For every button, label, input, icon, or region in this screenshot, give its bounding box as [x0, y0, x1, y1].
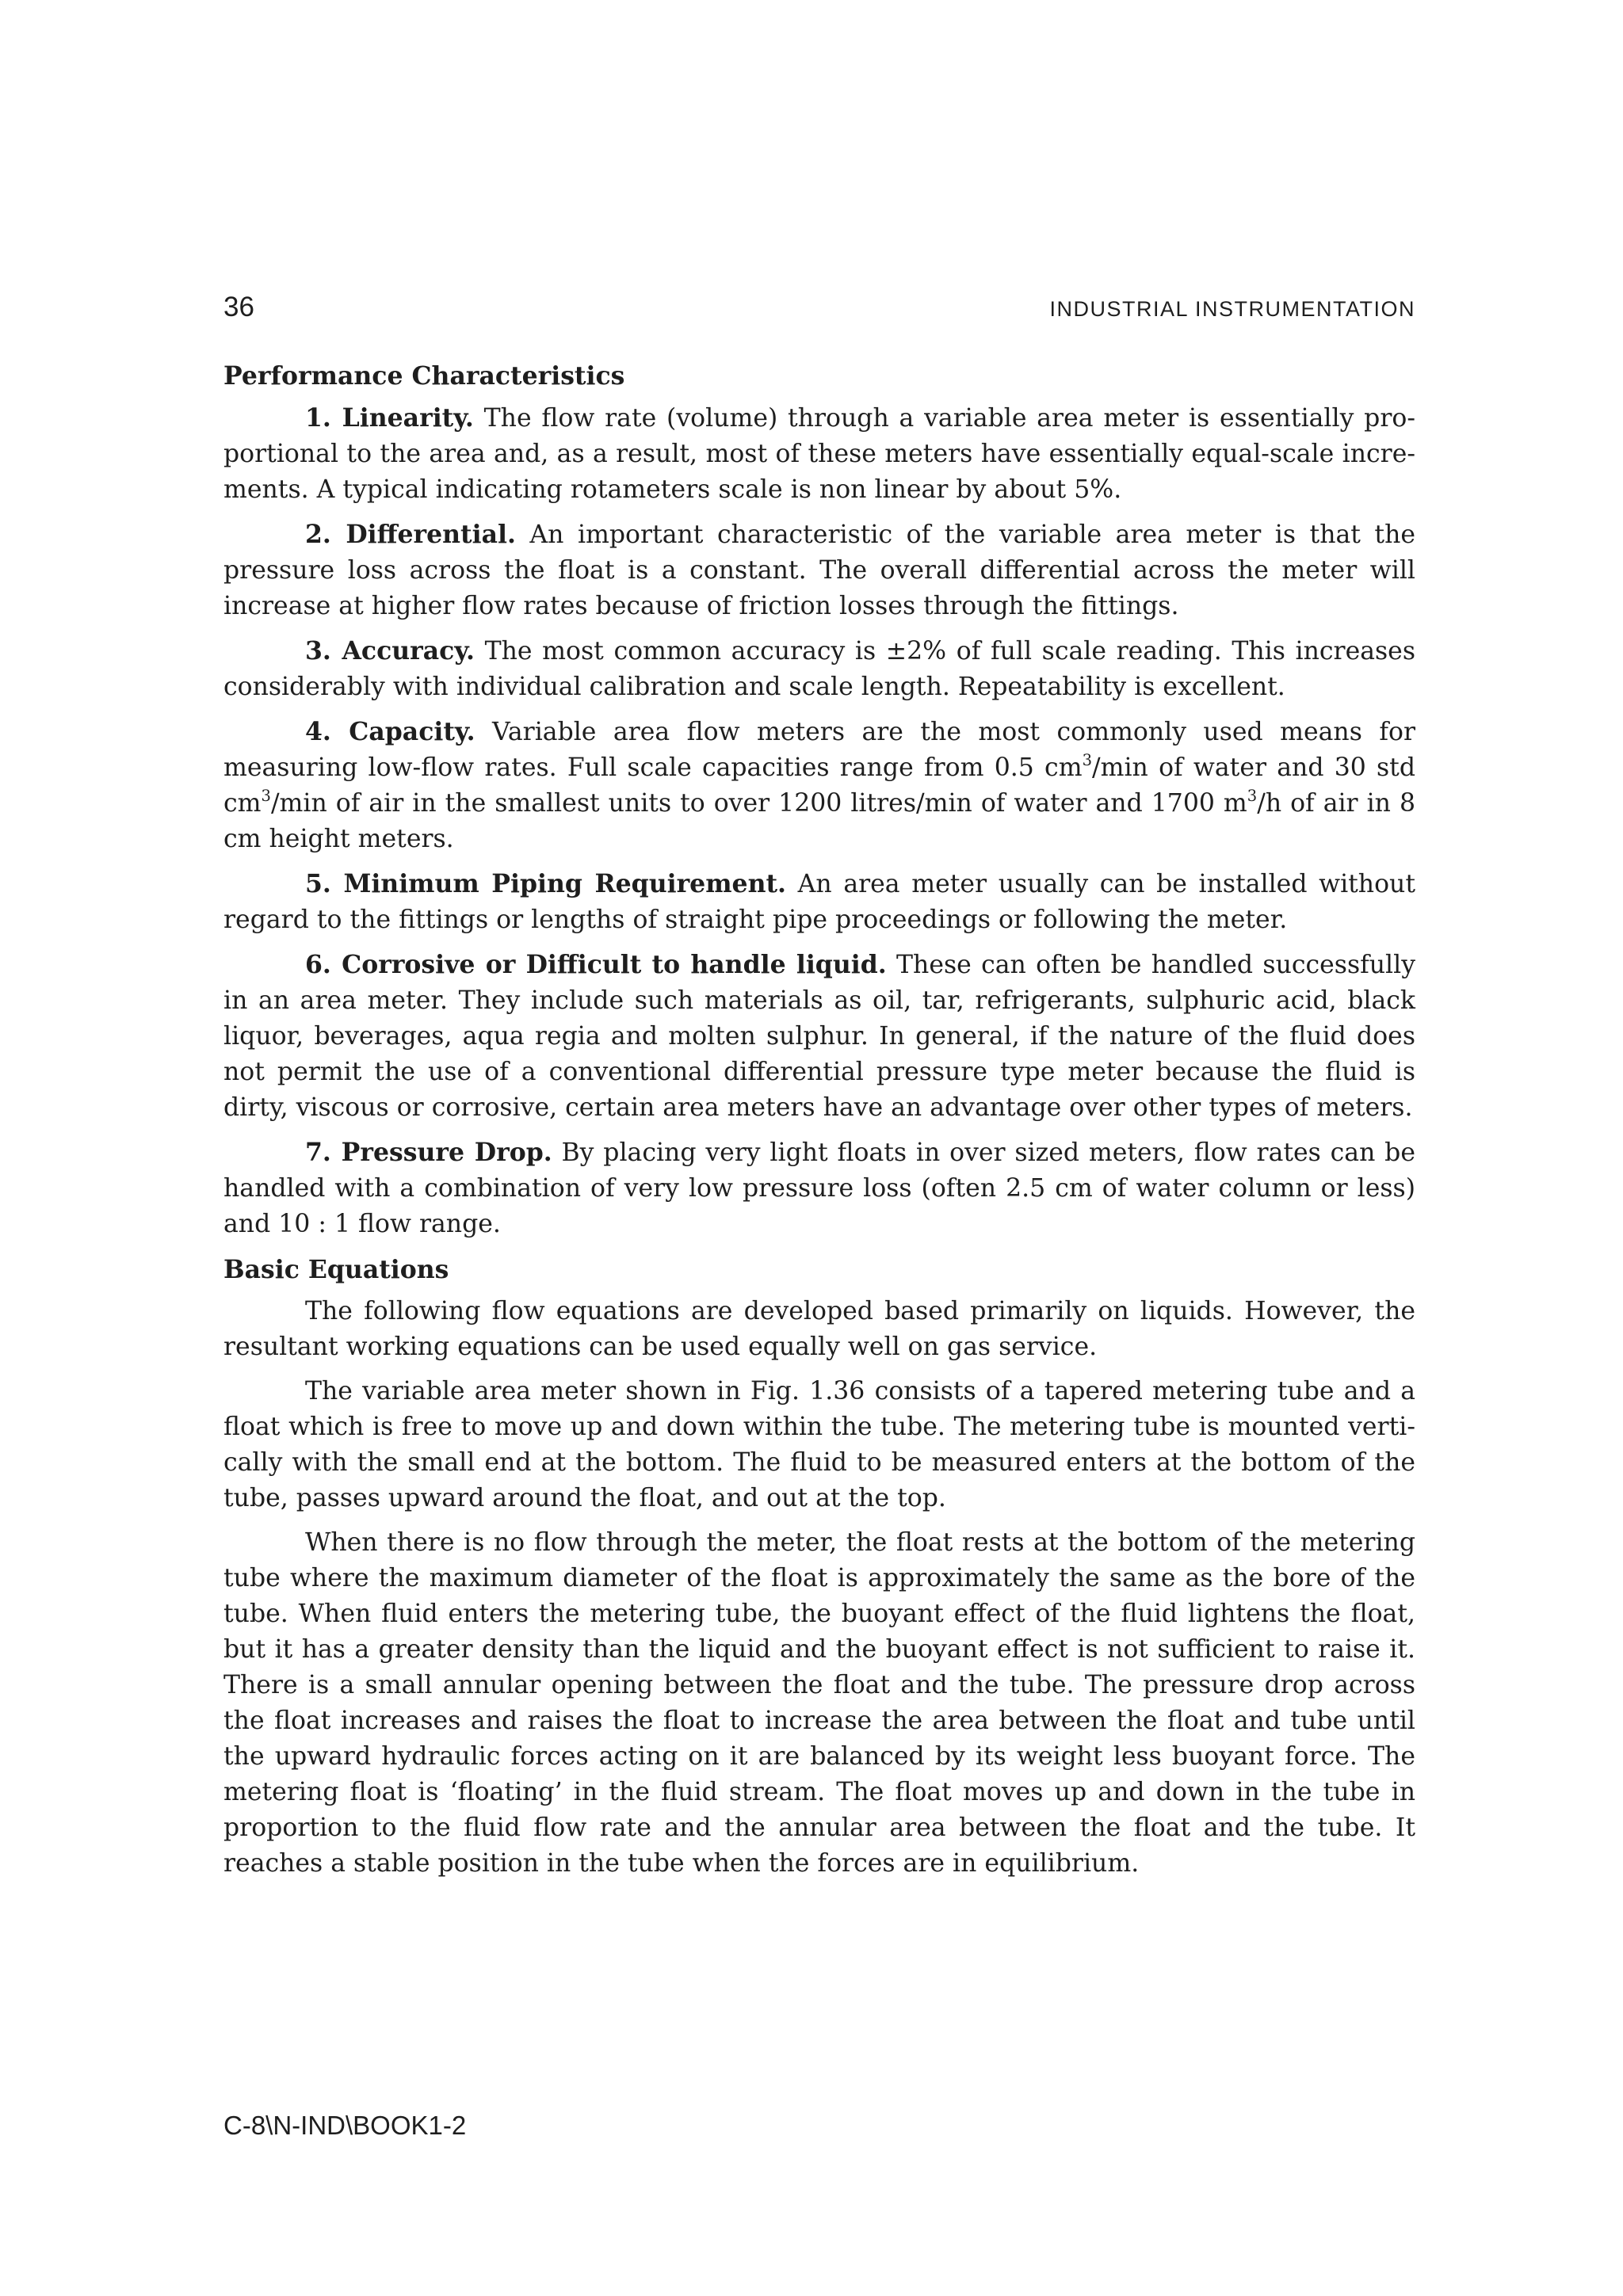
page-number: 36 [223, 292, 254, 322]
section-heading-basic-equations: Basic Equations [223, 1255, 449, 1284]
paragraph-corrosive-liquid [223, 947, 1415, 1126]
item-heading: 6. Corrosive or Difficult to handle liquid. [305, 950, 887, 979]
item-text: The most common accuracy is ±2% of full scale reading. This increases considerably with individual calibration and scale length. Repeatability is excellent. [223, 637, 1415, 701]
paragraph-minimum-piping [223, 866, 1415, 938]
superscript: 3 [1082, 750, 1092, 769]
main-text [223, 358, 1415, 1890]
paragraph-linearity [223, 400, 1415, 508]
superscript: 3 [1247, 786, 1258, 805]
item-text: These can often be handled successfully in an area meter. They include such materials as oil, tar, refrigerants, sulphuric acid, black liquor, beverages, aqua regia and molten sulphur. In general, if the nature of the fluid does not permit the use of a conventional differential pressure type meter because the fluid is dirty, viscous or corrosive, certain area meters have an advantage over other types of meters. [223, 951, 1416, 1122]
superscript: 3 [261, 786, 271, 805]
item-heading: 3. Accuracy. [305, 636, 475, 666]
paragraph-basic-3: When there is no flow through the meter, the float rests at the bottom of the metering tube where the maximum diameter of the float is approximately the same as the bore of the tube. When fluid enters the metering tube, the buoyant effect of the fluid lightens the float, but it has a greater density than the liquid and the buoyant effect is not sufficient to raise it. There is a small annular opening between the float and the tube. The pressure drop across the float increases and raises the float to increase the area between the float and tube until the upward hydraulic forces acting on it are balanced by its weight less buoyant force. The metering float is ‘floating’ in the fluid stream. The float moves up and down in the tube in proportion to the fluid flow rate and the annular area between the float and the tube. It reaches a stable position in the tube when the forces are in equilibrium. [223, 1528, 1415, 1878]
item-text-part: Variable area flow meters are the most commonly used means for measuring low-flow rates. Full scale capacities range from 0.5 cm [223, 718, 1416, 782]
item-text: The flow rate (volume) through a variable area meter is essentially proportional to the area and, as a result, most of these meters have essentially equal-scale increments. A typical indicating rotameters scale is non linear by about 5%. [223, 404, 1416, 504]
item-text-part: /min of water and 30 std cm [223, 753, 1416, 818]
item-heading: 4. Capacity. [305, 717, 475, 746]
paragraph-capacity [223, 714, 1415, 857]
item-text: An area meter usually can be installed without regard to the fittings or lengths of straight pipe proceedings or following the meter. [223, 870, 1416, 934]
paragraph-pressure-drop [223, 1135, 1415, 1242]
page-header [223, 292, 1415, 331]
item-text: By placing very light floats in over sized meters, flow rates can be handled with a combination of very low pressure loss (often 2.5 cm of water column or less) and 10 : 1 flow range. [223, 1138, 1415, 1238]
item-heading: 1. Linearity. [305, 403, 474, 433]
item-text: An important characteristic of the variable area meter is that the pressure loss across the float is a constant. The overall differential across the meter will increase at higher flow rates because of friction losses through the fittings. [223, 521, 1416, 620]
item-heading: 7. Pressure Drop. [305, 1138, 552, 1167]
item-heading: 2. Differential. [305, 520, 516, 549]
page-footer-path: C-8\N-IND\BOOK1-2 [223, 2111, 467, 2140]
item-text-part: /min of air in the smallest units to over 1200 litres/min of water and 1700 m [270, 789, 1247, 818]
paragraph-accuracy [223, 633, 1415, 705]
item-heading: 5. Minimum Piping Requirement. [305, 869, 787, 898]
running-title: INDUSTRIAL INSTRUMENTATION [1049, 297, 1415, 321]
item-text-part: /h of air in 8 cm height meters. [223, 789, 1416, 853]
paragraph-basic-1: The following flow equations are developed based primarily on liquids. However, the resultant working equations can be used equally well on gas service. [223, 1297, 1415, 1361]
paragraph-basic-2: The variable area meter shown in Fig. 1.36 consists of a tapered metering tube and a float which is free to move up and down within the tube. The metering tube is mounted vertically with the small end at the bottom. The fluid to be measured enters at the bottom of the tube, passes upward around the float, and out at the top. [223, 1377, 1415, 1512]
section-heading-performance: Performance Characteristics [223, 361, 625, 391]
paragraph-differential [223, 517, 1415, 624]
